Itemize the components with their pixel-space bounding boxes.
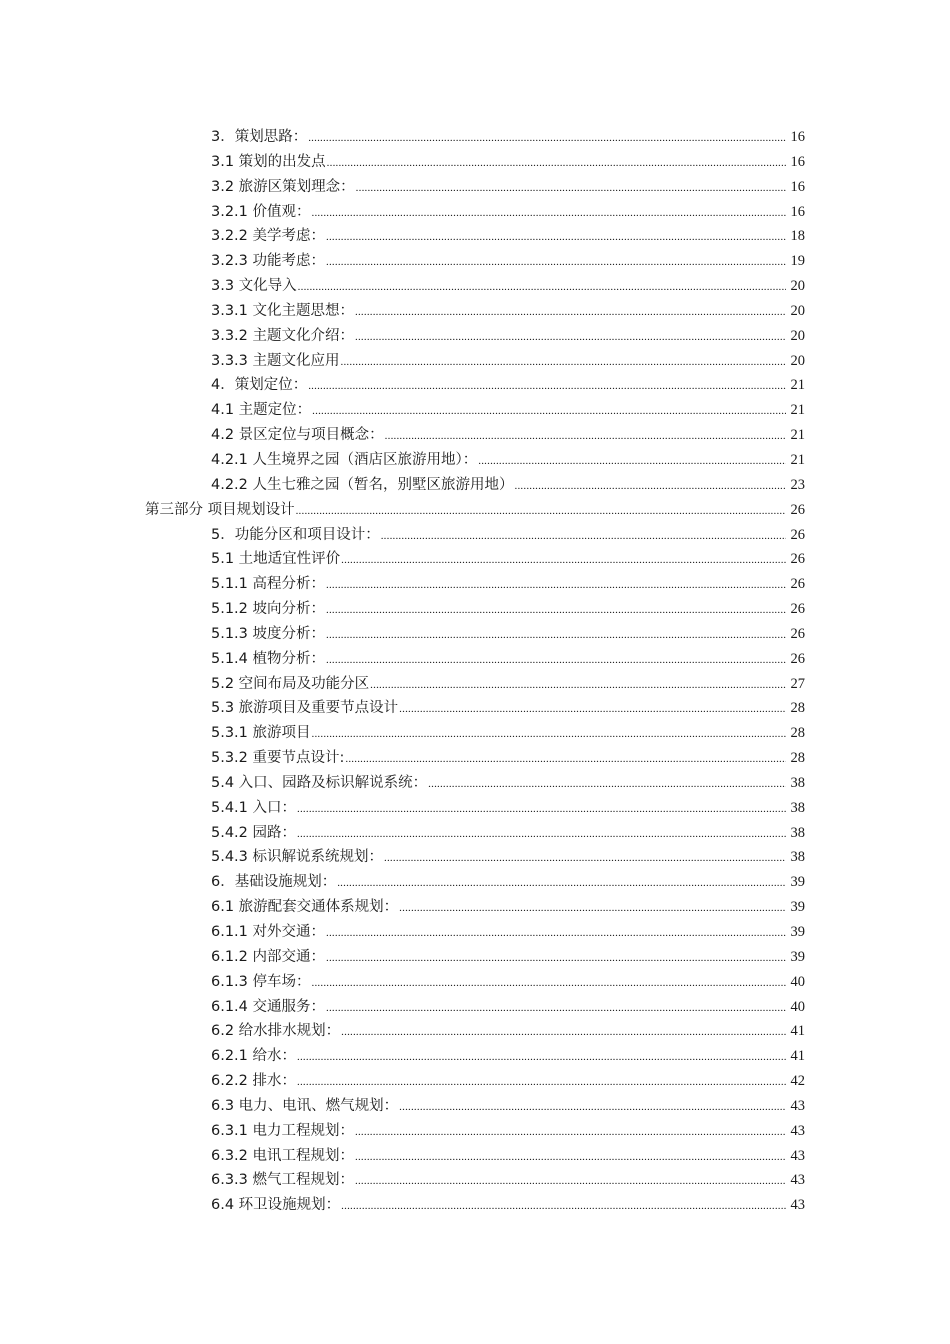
toc-page-number: 20 bbox=[790, 327, 805, 344]
toc-entry-title: 3.3.1 文化主题思想： bbox=[211, 302, 355, 319]
toc-entry[interactable] bbox=[0, 349, 950, 374]
toc-leader-dots bbox=[308, 374, 786, 399]
toc-leader-dots bbox=[399, 896, 786, 921]
toc-leader-dots bbox=[399, 1095, 786, 1120]
toc-entry-title: 5.4 入口、园路及标识解说系统： bbox=[211, 774, 428, 791]
toc-entry[interactable] bbox=[0, 647, 950, 672]
toc-leader-dots bbox=[308, 126, 786, 151]
toc-leader-dots bbox=[356, 176, 786, 201]
toc-page-number: 19 bbox=[790, 253, 805, 270]
toc-leader-dots bbox=[345, 747, 786, 772]
toc-entry-title: 5.3.2 重要节点设计: bbox=[211, 750, 345, 767]
toc-entry-title: 5.1.3 坡度分析： bbox=[211, 625, 326, 642]
toc-leader-dots bbox=[515, 474, 786, 499]
toc-entry-title: 5.1.1 高程分析： bbox=[211, 576, 326, 593]
toc-entry[interactable] bbox=[0, 746, 950, 771]
toc-page-number: 39 bbox=[790, 948, 805, 965]
toc-entry[interactable] bbox=[0, 448, 950, 473]
toc-entry[interactable] bbox=[0, 845, 950, 870]
toc-entry[interactable] bbox=[0, 373, 950, 398]
toc-page-number: 16 bbox=[790, 178, 805, 195]
toc-entry[interactable] bbox=[0, 423, 950, 448]
toc-entry[interactable] bbox=[0, 771, 950, 796]
toc-entry-title: 4.2.2 人生七雅之园（暂名，别墅区旅游用地） bbox=[211, 476, 514, 493]
toc-entry-title: 5．功能分区和项目设计： bbox=[211, 526, 380, 543]
toc-entry[interactable] bbox=[0, 622, 950, 647]
toc-entry-title: 5.3.1 旅游项目 bbox=[211, 725, 311, 742]
toc-entry-title: 6.2.1 给水： bbox=[211, 1048, 297, 1065]
toc-entry[interactable] bbox=[0, 1193, 950, 1218]
toc-entry[interactable] bbox=[0, 249, 950, 274]
toc-entry[interactable] bbox=[0, 895, 950, 920]
toc-leader-dots bbox=[312, 971, 786, 996]
toc-page-number: 43 bbox=[790, 1122, 805, 1139]
toc-page-number: 21 bbox=[790, 451, 805, 468]
toc-entry[interactable] bbox=[0, 473, 950, 498]
toc-page-number: 38 bbox=[790, 774, 805, 791]
toc-page-number: 26 bbox=[790, 601, 805, 618]
toc-page-number: 38 bbox=[790, 849, 805, 866]
toc-page-number: 38 bbox=[790, 824, 805, 841]
toc-entry-title: 5.4.2 园路： bbox=[211, 824, 297, 841]
toc-leader-dots bbox=[326, 623, 786, 648]
toc-entry[interactable] bbox=[0, 995, 950, 1020]
toc-entry[interactable] bbox=[0, 1019, 950, 1044]
toc-leader-dots bbox=[297, 822, 786, 847]
toc-leader-dots bbox=[337, 871, 786, 896]
toc-leader-dots bbox=[355, 300, 786, 325]
toc-entry[interactable] bbox=[0, 175, 950, 200]
toc-leader-dots bbox=[355, 325, 786, 350]
toc-entry-title: 5.1.2 坡向分析： bbox=[211, 601, 326, 618]
toc-leader-dots bbox=[341, 1194, 786, 1219]
toc-entry-title: 6.1.2 内部交通： bbox=[211, 948, 326, 965]
toc-page-number: 41 bbox=[790, 1048, 805, 1065]
toc-page-number: 18 bbox=[790, 228, 805, 245]
toc-entry-title: 3.3 文化导入 bbox=[211, 278, 297, 295]
toc-entry-title: 6.1 旅游配套交通体系规划： bbox=[211, 899, 399, 916]
toc-leader-dots bbox=[399, 697, 786, 722]
toc-page-number: 20 bbox=[790, 352, 805, 369]
toc-leader-dots bbox=[326, 946, 786, 971]
toc-leader-dots bbox=[327, 151, 786, 176]
toc-entry[interactable] bbox=[0, 970, 950, 995]
toc-page-number: 27 bbox=[790, 675, 805, 692]
toc-entry-title: 3.3.3 主题文化应用 bbox=[211, 352, 340, 369]
toc-entry-title: 4.1 主题定位： bbox=[211, 402, 312, 419]
toc-entry[interactable] bbox=[0, 796, 950, 821]
toc-leader-dots bbox=[341, 548, 786, 573]
toc-leader-dots bbox=[326, 996, 786, 1021]
toc-entry[interactable] bbox=[0, 870, 950, 895]
toc-leader-dots bbox=[298, 275, 786, 300]
toc-leader-dots bbox=[297, 797, 786, 822]
toc-page-number: 26 bbox=[790, 625, 805, 642]
toc-entry-title: 3.3.2 主题文化介绍： bbox=[211, 327, 355, 344]
toc-entry[interactable] bbox=[0, 672, 950, 697]
toc-leader-dots bbox=[478, 449, 786, 474]
toc-entry-title: 3.1 策划的出发点 bbox=[211, 153, 326, 170]
toc-page-number: 40 bbox=[790, 973, 805, 990]
toc-leader-dots bbox=[326, 921, 786, 946]
toc-leader-dots bbox=[385, 424, 786, 449]
toc-entry[interactable] bbox=[0, 1044, 950, 1069]
toc-leader-dots bbox=[297, 1045, 786, 1070]
toc-entry[interactable] bbox=[0, 547, 950, 572]
toc-page-number: 39 bbox=[790, 924, 805, 940]
toc-leader-dots bbox=[312, 201, 786, 226]
toc-entry[interactable] bbox=[0, 1094, 950, 1119]
toc-leader-dots bbox=[355, 1145, 786, 1170]
toc-page-number: 16 bbox=[790, 153, 805, 170]
toc-leader-dots bbox=[384, 846, 786, 871]
toc-leader-dots bbox=[312, 722, 786, 747]
toc-entry-title: 6.4 环卫设施规划： bbox=[211, 1197, 341, 1214]
toc-leader-dots bbox=[326, 648, 786, 673]
toc-leader-dots bbox=[326, 250, 786, 275]
toc-page-number: 43 bbox=[790, 1097, 805, 1114]
toc-entry-title: 3.2.3 功能考虑： bbox=[211, 253, 326, 270]
toc-entry[interactable] bbox=[0, 1168, 950, 1193]
toc-entry[interactable] bbox=[0, 274, 950, 299]
toc-leader-dots bbox=[297, 1070, 786, 1095]
toc-page-number: 43 bbox=[790, 1147, 805, 1164]
toc-page-number: 40 bbox=[790, 998, 805, 1015]
toc-entry-title: 4.2.1 人生境界之园（酒店区旅游用地）： bbox=[211, 451, 478, 468]
toc-page-number: 20 bbox=[790, 278, 805, 295]
table-of-contents bbox=[0, 125, 950, 1218]
toc-entry-title: 第三部分 项目规划设计 bbox=[145, 501, 295, 518]
toc-entry-title: 6.3.3 燃气工程规划： bbox=[211, 1172, 355, 1189]
toc-entry[interactable] bbox=[0, 1144, 950, 1169]
toc-entry[interactable] bbox=[0, 224, 950, 249]
toc-entry-title: 6.3.1 电力工程规划： bbox=[211, 1122, 355, 1139]
toc-leader-dots bbox=[381, 524, 786, 549]
toc-entry-title: 5.4.3 标识解说系统规划： bbox=[211, 849, 384, 866]
toc-entry-title: 4.2 景区定位与项目概念： bbox=[211, 427, 384, 444]
toc-entry-title: 4．策划定位： bbox=[211, 377, 308, 394]
toc-leader-dots bbox=[326, 598, 786, 623]
toc-entry[interactable] bbox=[0, 945, 950, 970]
toc-entry[interactable] bbox=[0, 572, 950, 597]
toc-entry-title: 5.2 空间布局及功能分区 bbox=[211, 675, 370, 692]
toc-page-number: 16 bbox=[790, 129, 805, 145]
toc-page-number: 43 bbox=[790, 1172, 805, 1189]
toc-leader-dots bbox=[355, 1120, 786, 1145]
toc-leader-dots bbox=[326, 225, 786, 250]
toc-page-number: 42 bbox=[790, 1073, 805, 1090]
toc-entry-title: 5.4.1 入口： bbox=[211, 799, 297, 816]
toc-entry-title: 6.2 给水排水规划： bbox=[211, 1023, 341, 1040]
toc-entry-title: 3．策划思路： bbox=[211, 129, 308, 145]
toc-entry[interactable] bbox=[0, 821, 950, 846]
toc-entry[interactable] bbox=[0, 597, 950, 622]
toc-page-number: 38 bbox=[790, 799, 805, 816]
toc-leader-dots bbox=[326, 573, 786, 598]
toc-leader-dots bbox=[312, 399, 786, 424]
toc-entry[interactable] bbox=[0, 200, 950, 225]
toc-page-number: 26 bbox=[790, 576, 805, 593]
toc-page-number: 16 bbox=[790, 203, 805, 220]
toc-entry[interactable] bbox=[0, 324, 950, 349]
toc-entry[interactable] bbox=[0, 1119, 950, 1144]
toc-entry[interactable] bbox=[0, 920, 950, 945]
toc-leader-dots bbox=[355, 1169, 786, 1194]
toc-page-number: 26 bbox=[790, 526, 805, 543]
toc-entry-title: 3.2.1 价值观： bbox=[211, 203, 311, 220]
toc-page-number: 26 bbox=[790, 650, 805, 667]
toc-page-number: 28 bbox=[790, 700, 805, 717]
toc-page-number: 20 bbox=[790, 302, 805, 319]
toc-page-number: 39 bbox=[790, 874, 805, 891]
toc-entry[interactable] bbox=[0, 721, 950, 746]
toc-leader-dots bbox=[370, 673, 786, 698]
toc-page-number: 43 bbox=[790, 1197, 805, 1214]
toc-entry-title: 3.2 旅游区策划理念： bbox=[211, 178, 355, 195]
toc-entry[interactable] bbox=[0, 498, 950, 523]
toc-entry-title: 3.2.2 美学考虑： bbox=[211, 228, 326, 245]
toc-entry-title: 6.3 电力、电讯、燃气规划： bbox=[211, 1097, 399, 1114]
toc-page-number: 21 bbox=[790, 402, 805, 419]
toc-leader-dots bbox=[428, 772, 786, 797]
toc-page-number: 41 bbox=[790, 1023, 805, 1040]
toc-entry[interactable] bbox=[0, 1069, 950, 1094]
toc-entry[interactable] bbox=[0, 299, 950, 324]
toc-page-number: 21 bbox=[790, 377, 805, 394]
toc-entry-title: 6.1.4 交通服务： bbox=[211, 998, 326, 1015]
toc-entry[interactable] bbox=[0, 150, 950, 175]
toc-entry[interactable] bbox=[0, 125, 950, 150]
toc-leader-dots bbox=[341, 350, 786, 375]
toc-entry[interactable] bbox=[0, 523, 950, 548]
toc-page-number: 26 bbox=[790, 551, 805, 568]
toc-entry-title: 6.1.3 停车场： bbox=[211, 973, 311, 990]
toc-entry[interactable] bbox=[0, 696, 950, 721]
toc-entry-title: 6.2.2 排水： bbox=[211, 1073, 297, 1090]
toc-entry[interactable] bbox=[0, 398, 950, 423]
toc-page-number: 26 bbox=[790, 501, 805, 518]
toc-entry-title: 5.1 土地适宜性评价 bbox=[211, 551, 341, 568]
toc-page-number: 28 bbox=[790, 750, 805, 767]
toc-page-number: 21 bbox=[790, 427, 805, 444]
toc-leader-dots bbox=[341, 1020, 786, 1045]
toc-entry-title: 5.3 旅游项目及重要节点设计 bbox=[211, 700, 399, 717]
toc-entry-title: 6.1.1 对外交通： bbox=[211, 924, 326, 940]
toc-page-number: 28 bbox=[790, 725, 805, 742]
toc-entry-title: 6.3.2 电讯工程规划： bbox=[211, 1147, 355, 1164]
toc-entry-title: 6．基础设施规划： bbox=[211, 874, 337, 891]
toc-page-number: 39 bbox=[790, 899, 805, 916]
toc-page-number: 23 bbox=[790, 476, 805, 493]
toc-leader-dots bbox=[296, 499, 786, 524]
toc-entry-title: 5.1.4 植物分析： bbox=[211, 650, 326, 667]
